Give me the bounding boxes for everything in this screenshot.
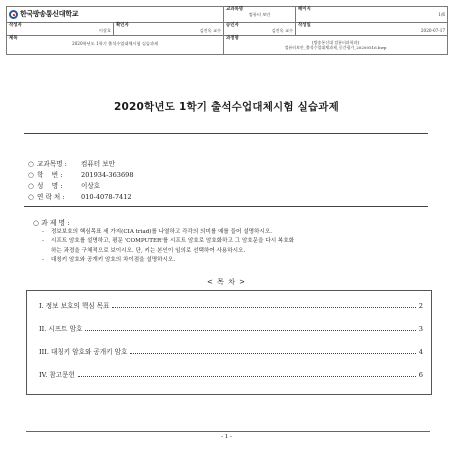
info-label: 학 번 : [37, 171, 63, 179]
approver-value: 김진욱 교수 [271, 28, 294, 33]
author-label: 작성자 [9, 23, 22, 28]
student-info [28, 159, 134, 203]
author-cell [7, 23, 114, 36]
reviewer-label: 확인자 [116, 23, 129, 28]
page-label: 페이지 [298, 7, 311, 12]
info-value: 컴퓨터 보안 [81, 160, 115, 168]
table-of-contents [26, 290, 432, 395]
toc-leader [78, 376, 416, 377]
footer-divider [26, 431, 430, 432]
reviewer-value: 김진욱 교수 [199, 28, 222, 33]
toc-item-page: 6 [418, 371, 423, 379]
school-logo-cell [7, 7, 224, 23]
date-cell [296, 23, 448, 36]
subject-cell [7, 36, 224, 55]
info-divider [24, 206, 428, 207]
reviewer-cell [114, 23, 224, 36]
toc-title: < 목 차 > [207, 278, 246, 286]
info-value: 201934-363698 [81, 171, 134, 179]
task-text: 시프트 암호를 설명하고, 평문 'COMPUTER'를 시프트 암호로 암호화하고 그 암호문을 다시 복호화 [51, 238, 295, 245]
info-value: 010-4078-7412 [81, 193, 132, 201]
process-cell [224, 36, 448, 55]
task-item [42, 237, 418, 246]
info-row-student-id [28, 170, 134, 181]
toc-leader [112, 307, 415, 308]
course-cell [224, 7, 296, 23]
task-dash: - [42, 238, 44, 245]
author-value: 이상호 [98, 28, 111, 33]
toc-leader [85, 330, 415, 331]
task-text: 정보보호의 핵심목표 세 가지(CIA triad)를 나열하고 각각의 의미를 예를 들어 설명하시오. [51, 229, 272, 235]
course-label: 교과목명 [226, 7, 243, 12]
school-logo-icon [9, 10, 18, 19]
course-value: 컴퓨터 보안 [248, 12, 271, 17]
toc-item-label: II. 시프트 암호 [39, 325, 83, 333]
info-bullet: ○ [28, 160, 34, 168]
subject-value: 2020학년도 1학기 출석수업대체시험 실습과제 [71, 41, 159, 46]
approver-label: 승인자 [226, 23, 239, 28]
info-row-course [28, 159, 134, 170]
task-text: 하는 과정을 구체적으로 보이시오. 단, 키는 본인이 임의로 선택하여 사용하시오. [51, 247, 246, 254]
page-value: 1/6 [438, 12, 446, 17]
header-table [6, 6, 448, 55]
toc-item-label: I. 정보 보호의 핵심 목표 [39, 302, 110, 310]
toc-item-page: 2 [418, 302, 423, 310]
document-page [6, 6, 447, 447]
info-row-name [28, 181, 134, 192]
info-row-contact [28, 192, 134, 203]
page-cell [296, 7, 448, 23]
process-label: 과정명 [226, 36, 239, 41]
toc-item[interactable] [39, 300, 423, 310]
title-divider [24, 133, 428, 134]
subject-label: 제목 [9, 36, 18, 41]
task-heading-label: 과 제 명 : [41, 219, 70, 227]
task-item [42, 228, 418, 237]
toc-item[interactable] [39, 346, 423, 356]
task-text: 대칭키 암호와 공개키 암호의 차이점을 설명하시오. [51, 256, 176, 263]
toc-item-label: IV. 참고문헌 [39, 371, 75, 379]
info-value: 이상호 [81, 182, 101, 190]
school-name: 한국방송통신대학교 [20, 10, 79, 18]
date-label: 작성일 [298, 23, 311, 28]
task-bullet: ○ [33, 219, 39, 227]
info-label: 성 명 : [37, 182, 63, 190]
document-title: 2020학년도 1학기 출석수업대체시험 실습과제 [114, 101, 339, 113]
toc-item-page: 4 [418, 348, 423, 356]
process-line-2: 컴퓨터보안_출석수업대체과제_중간평가_20200516.hwp [284, 44, 387, 50]
task-item [42, 256, 418, 265]
process-line-1: [방송통신대 컴퓨터과학과] [312, 40, 359, 45]
info-label: 교과목명 : [37, 160, 67, 168]
toc-item[interactable] [39, 323, 423, 333]
page-number: - 1 - [221, 434, 232, 440]
toc-leader [130, 353, 415, 354]
approver-cell [224, 23, 296, 36]
info-bullet: ○ [28, 182, 34, 190]
task-dash: - [42, 256, 44, 263]
toc-item-page: 3 [418, 325, 423, 333]
info-label: 연 락 처 : [37, 193, 65, 201]
info-bullet: ○ [28, 171, 34, 179]
toc-item[interactable] [39, 369, 423, 379]
date-value: 2020-07-17 [420, 28, 446, 33]
task-heading [33, 217, 70, 227]
toc-item-label: III. 대칭키 암호와 공개키 암호 [39, 348, 128, 356]
info-bullet: ○ [28, 193, 34, 201]
task-item-continued [42, 247, 418, 256]
task-dash: - [42, 229, 44, 235]
task-list [42, 228, 418, 265]
